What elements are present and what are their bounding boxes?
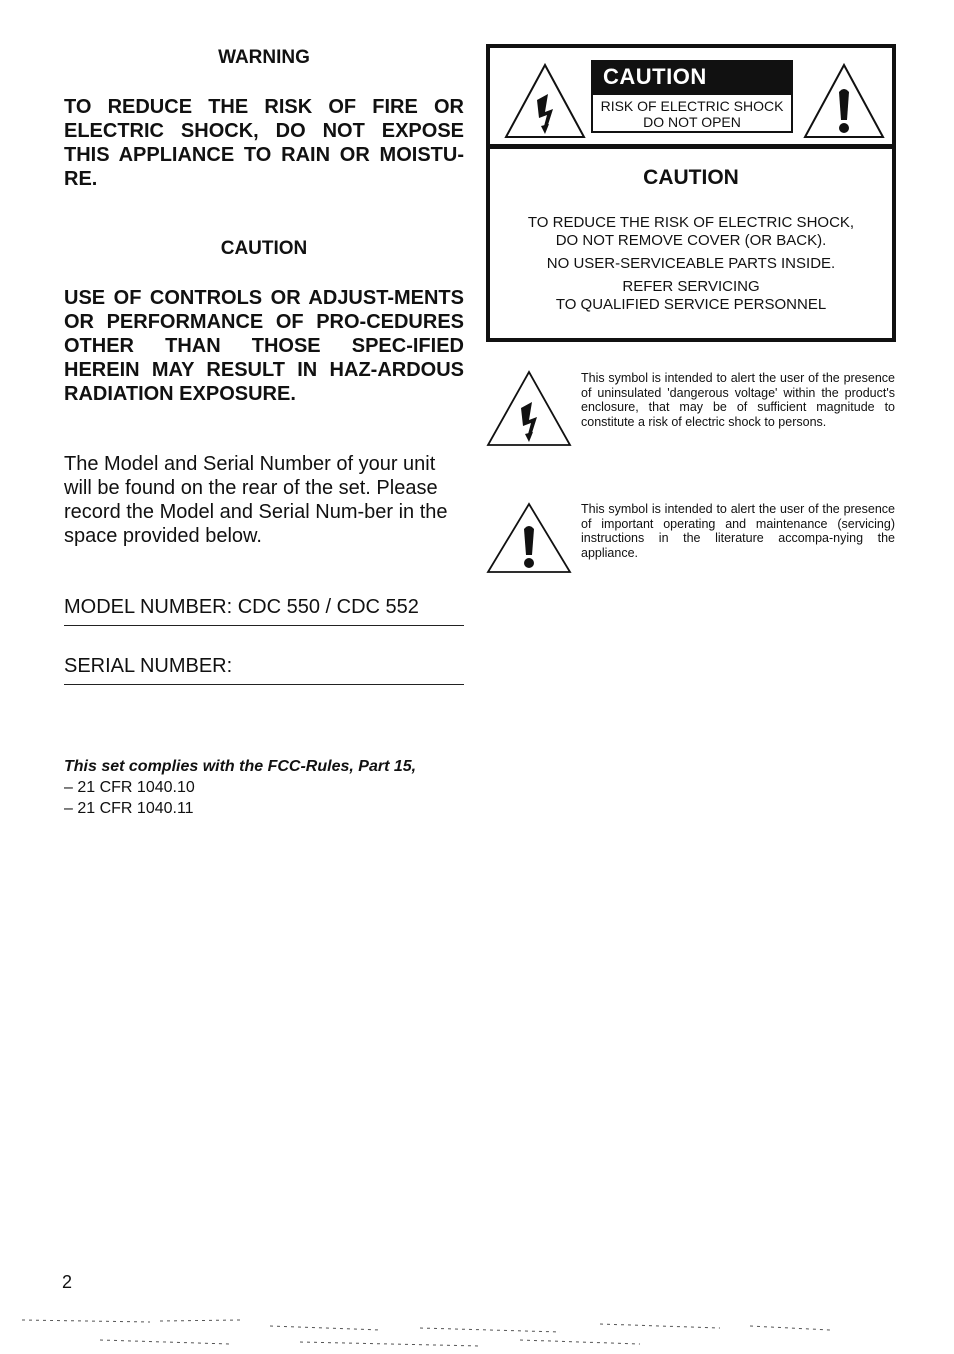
warning-text: TO REDUCE THE RISK OF FIRE OR ELECTRIC SHOCK, DO NOT EXPOSE THIS APPLIANCE TO RAIN OR MOISTU-RE. — [64, 96, 464, 190]
caution-box-heading: CAUTION — [643, 166, 739, 189]
warning-title: WARNING — [218, 47, 310, 68]
lightning-triangle-icon — [503, 62, 587, 140]
fcc-line: – 21 CFR 1040.11 — [64, 800, 194, 817]
caution-title: CAUTION — [220, 238, 308, 259]
fcc-compliance — [64, 756, 464, 819]
exclamation-triangle-icon — [486, 502, 572, 574]
model-number-field: MODEL NUMBER: CDC 550 / CDC 552 — [64, 596, 464, 626]
exclamation-triangle-icon — [802, 62, 886, 140]
risk-of-shock-label — [591, 93, 793, 133]
caution-line: NO USER-SERVICEABLE PARTS INSIDE. — [546, 255, 836, 272]
scan-artifacts — [0, 1316, 954, 1354]
risk-line: RISK OF ELECTRIC SHOCK — [600, 98, 784, 114]
caution-label-box — [486, 44, 896, 342]
lightning-symbol-explanation: This symbol is intended to alert the user of the presence of uninsulated 'dangerous voltage' within the product's enclosure, that may be of sufficient magnitude to constitute a risk of electric shock to persons. — [581, 371, 895, 429]
caution-line: TO QUALIFIED SERVICE PERSONNEL — [555, 296, 827, 313]
serial-number-field: SERIAL NUMBER: — [64, 655, 464, 685]
caution-band-label: CAUTION — [591, 60, 793, 93]
caution-line: REFER SERVICING — [622, 278, 760, 295]
do-not-open-line: DO NOT OPEN — [643, 114, 741, 130]
caution-text: USE OF CONTROLS OR ADJUST-MENTS OR PERFORMANCE OF PRO-CEDURES OTHER THAN THOSE SPEC-IFIED HEREIN MAY RESULT IN HAZ-ARDOUS RADIATION EXPOSURE. — [64, 287, 464, 405]
exclamation-symbol-explanation: This symbol is intended to alert the user of the presence of important operating and maintenance (servicing) instructions in the literature accompa-nying the appliance. — [581, 502, 895, 560]
page-number: 2 — [62, 1272, 73, 1292]
caution-label-header — [490, 48, 892, 149]
caution-box-instructions — [490, 214, 892, 314]
fcc-heading: This set complies with the FCC-Rules, Part 15, — [64, 758, 417, 775]
fcc-line: – 21 CFR 1040.10 — [64, 779, 195, 796]
caution-line: DO NOT REMOVE COVER (OR BACK). — [555, 232, 827, 249]
model-serial-instructions: The Model and Serial Number of your unit will be found on the rear of the set. Please record the Model and Serial Num-ber in the space provided below. — [64, 453, 448, 547]
lightning-triangle-icon — [486, 370, 572, 448]
caution-line: TO REDUCE THE RISK OF ELECTRIC SHOCK, — [527, 214, 855, 231]
